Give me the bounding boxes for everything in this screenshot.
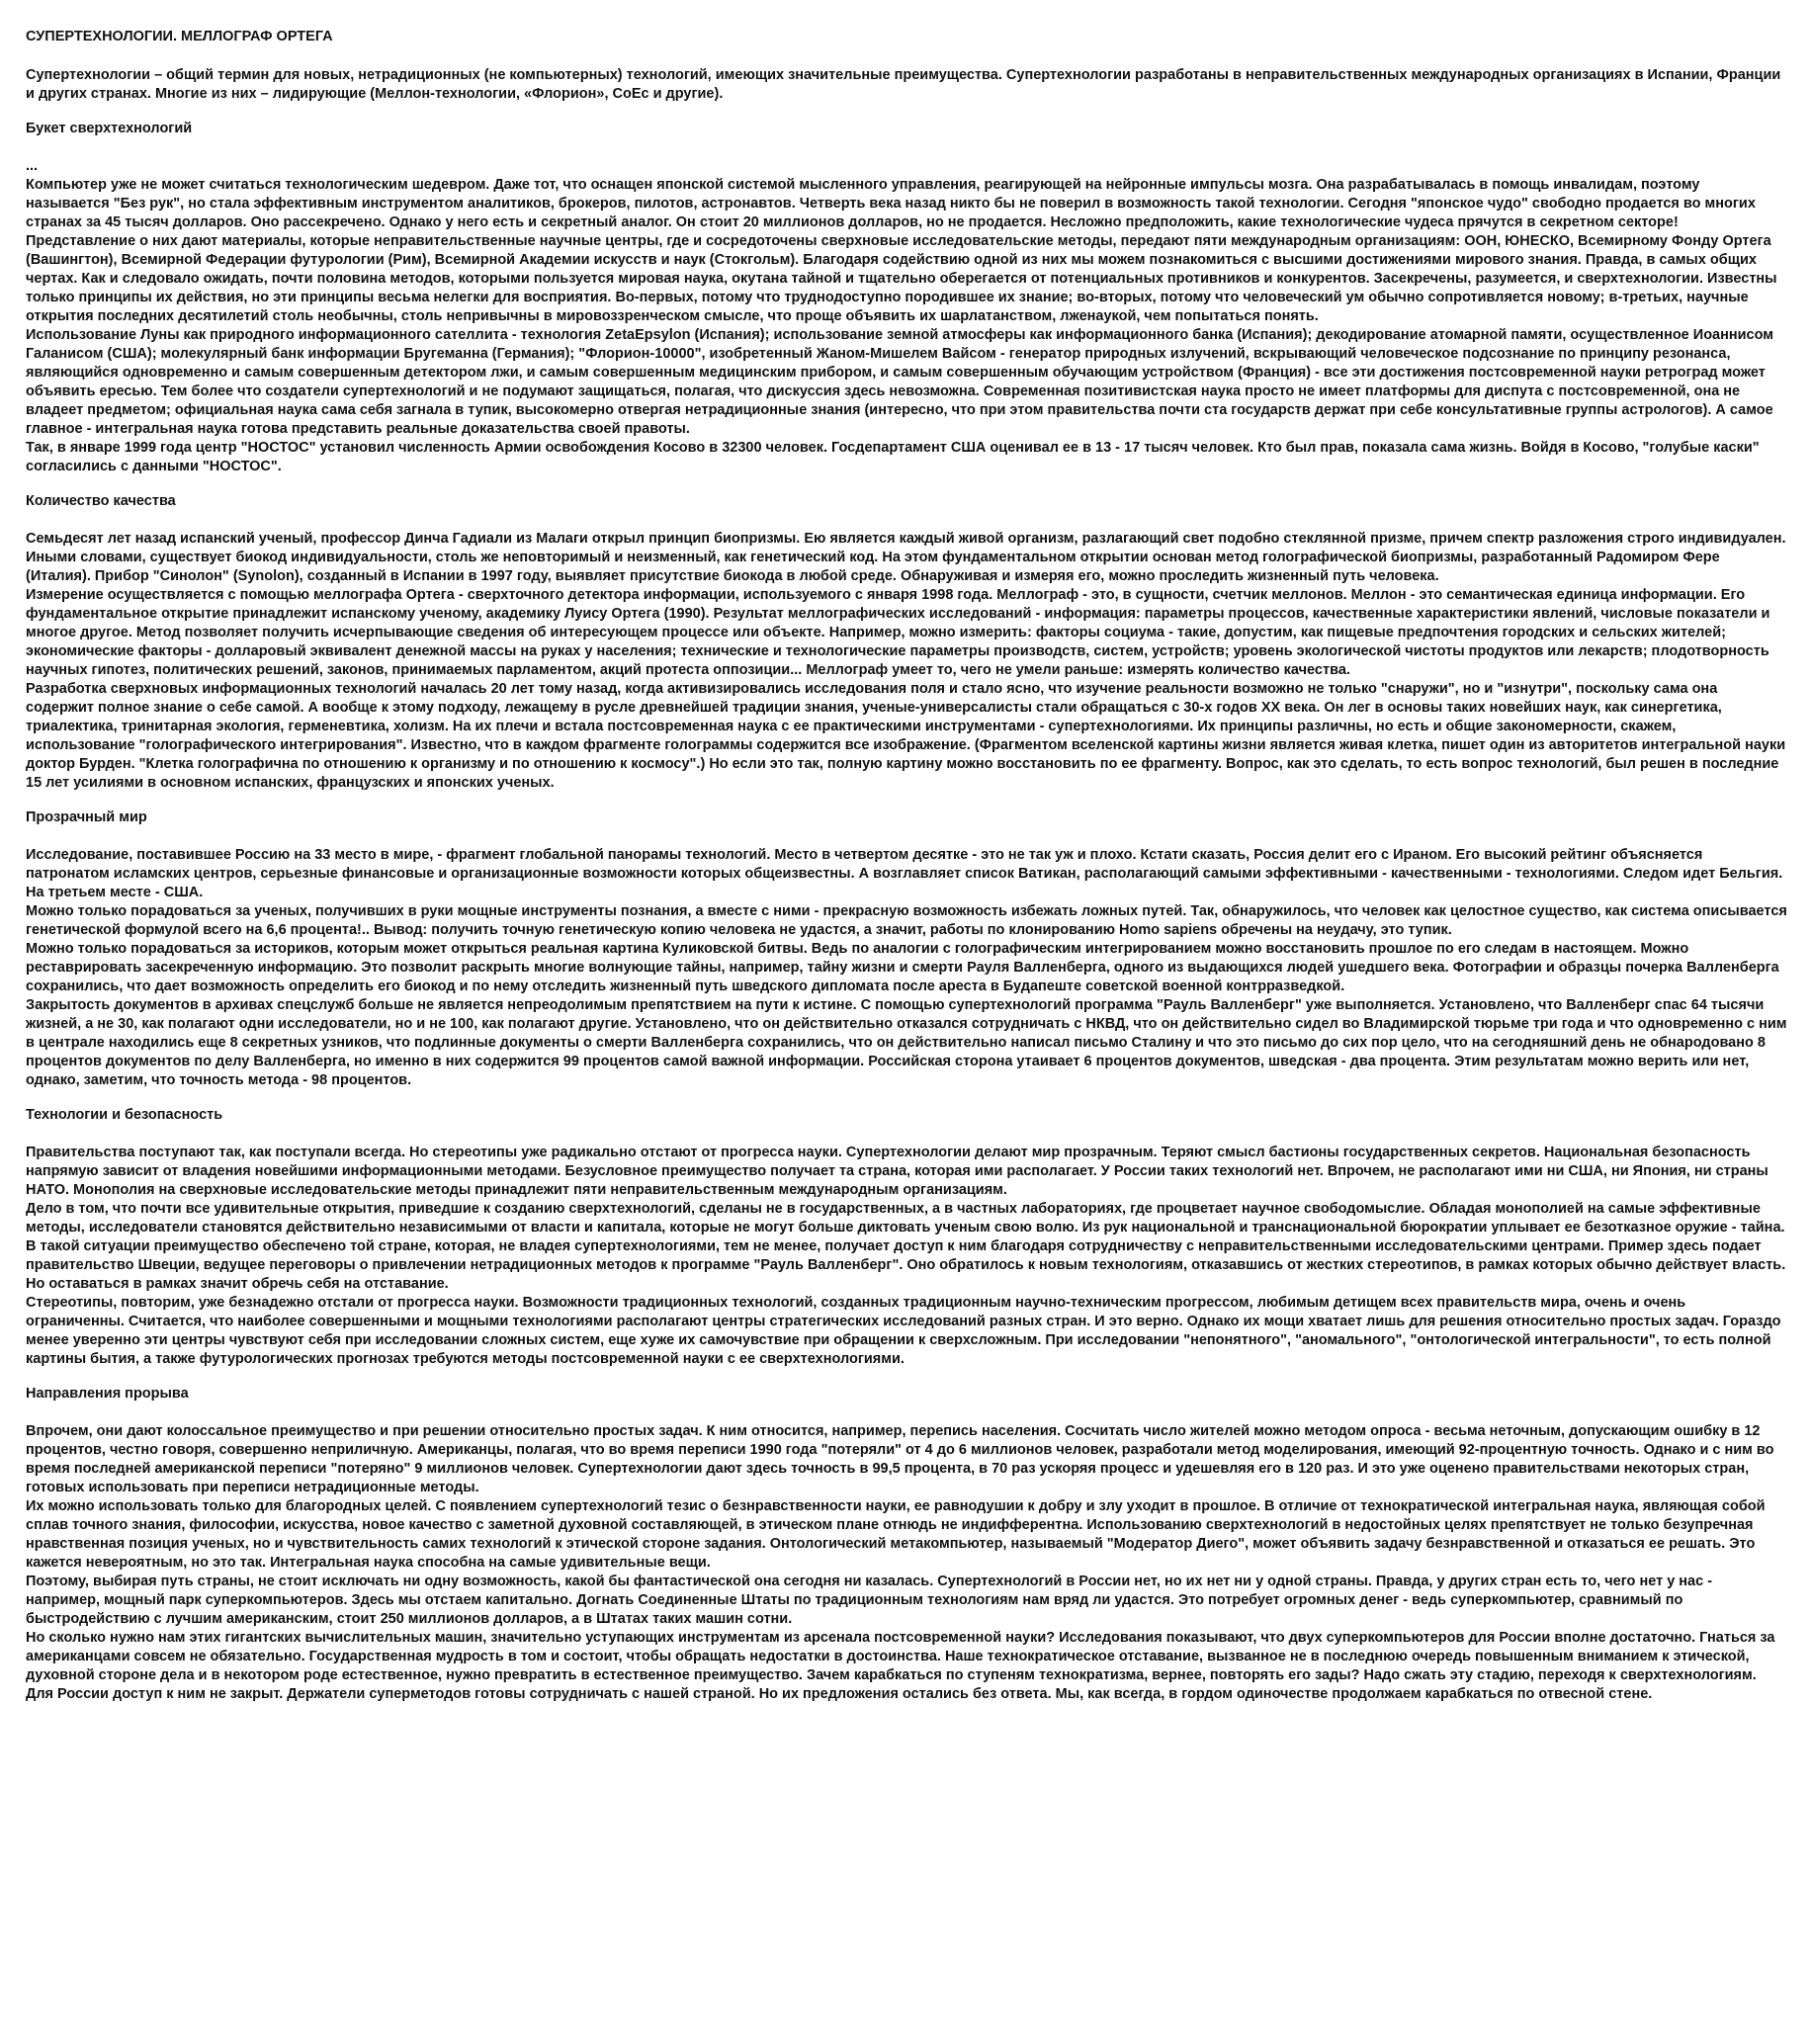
- section-heading-3: Прозрачный мир: [26, 809, 147, 825]
- paragraph: Исследование, поставившее Россию на 33 место в мире, - фрагмент глобальной панорамы технологий. Место в четвертом десятке - это не так уж и плохо. Кстати сказать, Россия делит его с Ираном. Его высокий рейтинг объясняется патронатом исламских центров, серьезные финансовые и организационные возможности которых общеизвестны. А возглавляет список Ватикан, располагающий самыми эффективными - качественными - технологиями. Следом идет Бельгия. На третьем месте - США.: [26, 847, 1783, 900]
- section-heading-5: Направления прорыва: [26, 1386, 189, 1402]
- paragraph: Но сколько нужно нам этих гигантских вычислительных машин, значительно уступающих инструментам из арсенала постсовременной науки? Исследования показывают, что двух суперкомпьютеров для России вполне достаточно. Гнаться за американцами совсем не обязательно. Государственная мудрость в том и состоит, чтобы обращать недостатки в достоинства. Наше технократическое отставание, вызванное не в последнюю очередь повышенным вниманием к этической, духовной стороне дела и в некотором роде естественное, нужно превратить в естественное преимущество. Зачем карабкаться по ступеням технократизма, вернее, повторять его зады? Надо сжать эту стадию, переходя к сверхтехнологиям. Для России доступ к ним не закрыт. Держатели суперметодов готовы сотрудничать с нашей страной. Но их предложения остались без ответа. Мы, как всегда, в гордом одиночестве продолжаем карабкаться по отвесной стене.: [26, 1630, 1775, 1702]
- paragraph: ...: [26, 158, 39, 174]
- paragraph: В такой ситуации преимущество обеспечено той стране, которая, не владея супертехнологиями, тем не менее, получает доступ к ним благодаря сотрудничеству с неправительственными исследовательскими центрами. Пример здесь подает правительство Швеции, ведущее переговоры о привлечении нетрадиционных методов к программе "Рауль Валленберг". Оно обратилось к новым технологиям, отказавшись от жестких стереотипов, в рамках которых обычно действует власть. Но оставаться в рамках значит обречь себя на отставание.: [26, 1238, 1786, 1292]
- paragraph: Компьютер уже не может считаться технологическим шедевром. Даже тот, что оснащен японской системой мысленного управления, реагирующей на нейронные импульсы мозга. Она разрабатывалась в помощь инвалидам, поэтому называется "Без рук", но стала эффективным инструментом аналитиков, брокеров, пилотов, астронавтов. Четверть века назад никто бы не поверил в возможность такой технологии. Сегодня "японское чудо" свободно продается во многих странах за 45 тысяч долларов. Оно рассекречено. Однако у него есть и секретный аналог. Он стоит 20 миллионов долларов, но не продается. Несложно предположить, какие технологические чудеса прячутся в секретном секторе!: [26, 177, 1756, 230]
- paragraph: Семьдесят лет назад испанский ученый, профессор Динча Гадиали из Малаги открыл принцип биопризмы. Ею является каждый живой организм, разлагающий свет подобно стеклянной призме, причем спектр разложения строго индивидуален. Иными словами, существует биокод индивидуальности, столь же неповторимый и неизменный, как генетический код. На этом фундаментальном открытии основан метод голографической биопризмы, разработанный Радомиром Фере (Италия). Прибор "Синолон" (Synolon), созданный в Испании в 1997 году, выявляет присутствие биокода в любой среде. Обнаруживая и измеряя его, можно проследить жизненный путь человека.: [26, 531, 1786, 584]
- paragraph: Закрытость документов в архивах спецслужб больше не является непреодолимым препятствием на пути к истине. С помощью супертехнологий программа "Рауль Валленберг" уже выполняется. Установлено, что Валленберг спас 64 тысячи жизней, а не 30, как полагают одни исследователи, но и не 100, как полагают другие. Установлено, что он действительно отказался сотрудничать с НКВД, что он действительно сидел во Владимирской тюрьме три года и что одновременно с ним в централе находились еще 8 секретных узников, что подлинные документы о смерти Валленберга сохранились, что он действительно написал письмо Сталину и что это письмо до сих пор цело, что на сегодняшний день не обнародовано 8 процентов документов по делу Валленберга, но именно в них содержится 99 процентов самой важной информации. Российская сторона утаивает 6 процентов документов, шведская - два процента. Этим результатам можно верить или нет, однако, заметим, что точность метода - 98 процентов.: [26, 997, 1787, 1088]
- paragraph: Так, в январе 1999 года центр "НОСТОС" установил численность Армии освобождения Косово в 32300 человек. Госдепартамент США оценивал ее в 13 - 17 тысяч человек. Кто был прав, показала сама жизнь. Войдя в Косово, "голубые каски" согласились с данными "НОСТОС".: [26, 440, 1760, 474]
- section-body-2: [26, 530, 1787, 793]
- paragraph: Их можно использовать только для благородных целей. С появлением супертехнологий тезис о безнравственности науки, ее равнодушии к добру и злу уходит в прошлое. В отличие от технократической интегральная наука, являющая собой сплав точного знания, философии, искусства, новое качество с заметной духовной составляющей, в этическом плане отнюдь не индифферентна. Использованию сверхтехнологий в недостойных целях препятствует не только безупречная нравственная позиция ученых, но и чувствительность самих технологий к этической стороне задания. Онтологический метакомпьютер, называемый "Модератор Диего", может объявить задачу безнравственной и отказаться ее решать. Это кажется невероятным, но это так. Интегральная наука способна на самые удивительные вещи.: [26, 1498, 1766, 1571]
- paragraph: Представление о них дают материалы, которые неправительственные научные центры, где и сосредоточены сверхновые исследовательские методы, передают пяти международным организациям: ООН, ЮНЕСКО, Всемирному Фонду Ортега (Вашингтон), Всемирной Федерации футурологии (Рим), Всемирной Академии искусств и наук (Стокгольм). Благодаря содействию одной из них мы можем познакомиться с высшими достижениями мирового знания. Правда, в самых общих чертах. Как и следовало ожидать, почти половина методов, которыми пользуется мировая наука, окутана тайной и тщательно оберегается от потенциальных противников и конкурентов. Засекречены, разумеется, и сверхтехнологии. Известны только принципы их действия, но эти принципы весьма нелегки для восприятия. Во-первых, потому что труднодоступно породившее их знание; во-вторых, потому что человеческий ум обычно сопротивляется новому; в-третьих, научные открытия последних десятилетий столь необычны, столь непривычны в мировоззренческом смысле, что проще объявить их шарлатанством, лженаукой, чем попытаться понять.: [26, 233, 1777, 324]
- paragraph: Измерение осуществляется с помощью меллографа Ортега - сверхточного детектора информации, используемого с января 1998 года. Меллограф - это, в сущности, счетчик меллонов. Меллон - это семантическая единица информации. Его фундаментальное открытие принадлежит испанскому ученому, академику Луису Ортега (1990). Результат меллографических исследований - информация: параметры процессов, качественные характеристики явлений, числовые показатели и многое другое. Метод позволяет получить исчерпывающие сведения об интересующем процессе или объекте. Например, можно измерить: факторы социума - такие, допустим, как пищевые предпочтения городских и сельских жителей; экономические факторы - долларовый эквивалент денежной массы на руках у населения; технические и технологические параметры производств, систем, устройств; уровень экологической чистоты продуктов или лекарств; плодотворность научных гипотез, политических решений, законов, принимаемых парламентом, акций протеста оппозиции... Меллограф умеет то, чего не умели раньше: измерять количество качества.: [26, 587, 1770, 678]
- section-heading-2: Количество качества: [26, 493, 176, 509]
- document-title: СУПЕРТЕХНОЛОГИИ. МЕЛЛОГРАФ ОРТЕГА: [26, 29, 333, 44]
- paragraph: Разработка сверхновых информационных технологий началась 20 лет тому назад, когда активизировались исследования поля и стало ясно, что изучение реальности возможно не только "снаружи", но и "изнутри", поскольку сама она содержит полное знание о себе самой. А вообще к этому подходу, лежащему в русле древнейшей традиции знания, ученые-универсалисты стали обращаться с 30-х годов XX века. Он лег в основы таких новейших наук, как синергетика, триалектика, тринитарная экология, герменевтика, холизм. На их плечи и встала постсовременная наука с ее практическими инструментами - супертехнологиями. Их принципы различны, но есть и общие закономерности, скажем, использование "голографического интегрирования". Известно, что в каждом фрагменте голограммы содержится все изображение. (Фрагментом вселенской картины жизни является живая клетка, пишет один из авторитетов интегральной науки доктор Бурден. "Клетка голографична по отношению к организму и по отношению к космосу".) Но если это так, полную картину можно восстановить по ее фрагменту. Вопрос, как это сделать, то есть вопрос технологий, был решен в последние 15 лет усилиями в основном испанских, французских и японских ученых.: [26, 681, 1786, 791]
- paragraph: Стереотипы, повторим, уже безнадежно отстали от прогресса науки. Возможности традиционных технологий, созданных традиционным научно-техническим прогрессом, любимым детищем всех правительств мира, очень и очень ограниченны. Считается, что наиболее совершенными и мощными технологиями располагают центры стратегических исследований разных стран. И это верно. Однако их мощи хватает лишь для решения относительно простых задач. Гораздо менее уверенно эти центры чувствуют себя при исследовании сложных систем, еще хуже их самочувствие при обращении к сверхсложным. При исследовании "непонятного", "аномального", "онтологической интегральности", то есть полной картины бытия, а также футурологических прогнозах требуются методы постсовременной науки с ее сверхтехнологиями.: [26, 1295, 1781, 1367]
- paragraph: Поэтому, выбирая путь страны, не стоит исключать ни одну возможность, какой бы фантастической она сегодня ни казалась. Супертехнологий в России нет, но их нет ни у одной страны. Правда, у других стран есть то, чего нет у нас - например, мощный парк суперкомпьютеров. Здесь мы отстаем капитально. Догнать Соединенные Штаты по традиционным технологиям нам вряд ли удастся. Это потребует огромных денег - ведь суперкомпьютер, сравнимый по быстродействию с лучшим американским, стоит 250 миллионов долларов, а в Штатах таких машин сотни.: [26, 1574, 1713, 1627]
- section-body-3: [26, 846, 1787, 1090]
- paragraph: Можно только порадоваться за ученых, получивших в руки мощные инструменты познания, а вместе с ними - прекрасную возможность избежать ложных путей. Так, обнаружилось, что человек как целостное существо, как система описывается генетической формулой всего на 6,6 процента!.. Вывод: получить точную генетическую копию человека не удастся, а значит, работы по клонированию Homo sapiens обречены на неудачу, это тупик.: [26, 903, 1787, 938]
- paragraph: Можно только порадоваться за историков, которым может открыться реальная картина Куликовской битвы. Ведь по аналогии с голографическим интегрированием можно восстановить прошлое по его следам в настоящем. Можно реставрировать засекреченную информацию. Это позволит раскрыть многие волнующие тайны, например, тайну жизни и смерти Рауля Валленберга, одного из выдающихся людей ушедшего века. Фотографии и образцы почерка Валленберга сохранились, что дает возможность определить его биокод и по нему отследить жизненный путь шведского дипломата после ареста в Будапеште советской военной контрразведкой.: [26, 941, 1779, 994]
- paragraph: Использование Луны как природного информационного сателлита - технология ZetaEpsylon (Испания); использование земной атмосферы как информационного банка (Испания); декодирование атомарной памяти, осуществленное Иоаннисом Галанисом (США); молекулярный банк информации Бругеманна (Германия); "Флорион-10000", изобретенный Жаном-Мишелем Вайсом - генератор природных излучений, вскрывающий человеческое подсознание по принципу резонанса, являющийся одновременно и самым совершенным детектором лжи, и самым совершенным медицинским прибором, и самым совершенным обучающим устройством (Франция) - все эти достижения постсовременной науки ретроград может объявить ересью. Тем более что создатели супертехнологий и не подумают защищаться, полагая, что дискуссия здесь невозможна. Современная позитивистская наука просто не имеет платформы для диспута с постсовременной, она не владеет предметом; официальная наука сама себя загнала в тупик, высокомерно отвергая нетрадиционные знания (интересно, что при этом правительства почти ста государств держат при себе консультативные группы астрологов). А самое главное - интегральная наука готова представить реальные доказательства своей правоты.: [26, 327, 1774, 437]
- section-body-1: [26, 157, 1787, 476]
- section-body-4: [26, 1144, 1787, 1369]
- intro-paragraph: Супертехнологии – общий термин для новых, нетрадиционных (не компьютерных) технологий, имеющих значительные преимущества. Супертехнологии разработаны в неправительственных международных организациях в Испании, Франции и других странах. Многие из них – лидирующие (Меллон-технологии, «Флорион», CoEc и другие).: [26, 67, 1781, 102]
- paragraph: Правительства поступают так, как поступали всегда. Но стереотипы уже радикально отстают от прогресса науки. Супертехнологии делают мир прозрачным. Теряют смысл бастионы государственных секретов. Национальная безопасность напрямую зависит от владения новейшими информационными методами. Безусловное преимущество получает та страна, которая ими располагает. У России таких технологий нет. Впрочем, не располагают ими ни США, ни Япония, ни страны НАТО. Монополия на сверхновые исследовательские методы принадлежит пяти неправительственным международным организациям.: [26, 1145, 1768, 1198]
- paragraph: Впрочем, они дают колоссальное преимущество и при решении относительно простых задач. К ним относится, например, перепись населения. Сосчитать число жителей можно методом опроса - весьма неточным, допускающим ошибку в 12 процентов, честно говоря, совершенно неприличную. Американцы, полагая, что во время переписи 1990 года "потеряли" от 4 до 6 миллионов человек, разработали метод моделирования, имеющий 92-процентную точность. Однако и с ним во время последней американской переписи "потеряно" 9 миллионов человек. Супертехнологии дают здесь точность в 99,5 процента, в 70 раз ускоряя процесс и удешевляя его в 120 раз. И это уже оценено правительствами некоторых стран, готовых использовать при переписи нетрадиционные методы.: [26, 1423, 1774, 1495]
- paragraph: Дело в том, что почти все удивительные открытия, приведшие к созданию сверхтехнологий, сделаны не в государственных, а в частных лабораториях, где процветает научное свободомыслие. Обладая монополией на самые эффективные методы, исследователи становятся действительно независимыми от власти и капитала, которые не могут больше диктовать ученым свою волю. Из рук национальной и транснациональной бюрократии уплывает ее безотказное оружие - тайна.: [26, 1201, 1785, 1235]
- section-heading-4: Технологии и безопасность: [26, 1107, 223, 1123]
- section-body-5: [26, 1422, 1787, 1704]
- section-heading-1: Букет сверхтехнологий: [26, 121, 193, 136]
